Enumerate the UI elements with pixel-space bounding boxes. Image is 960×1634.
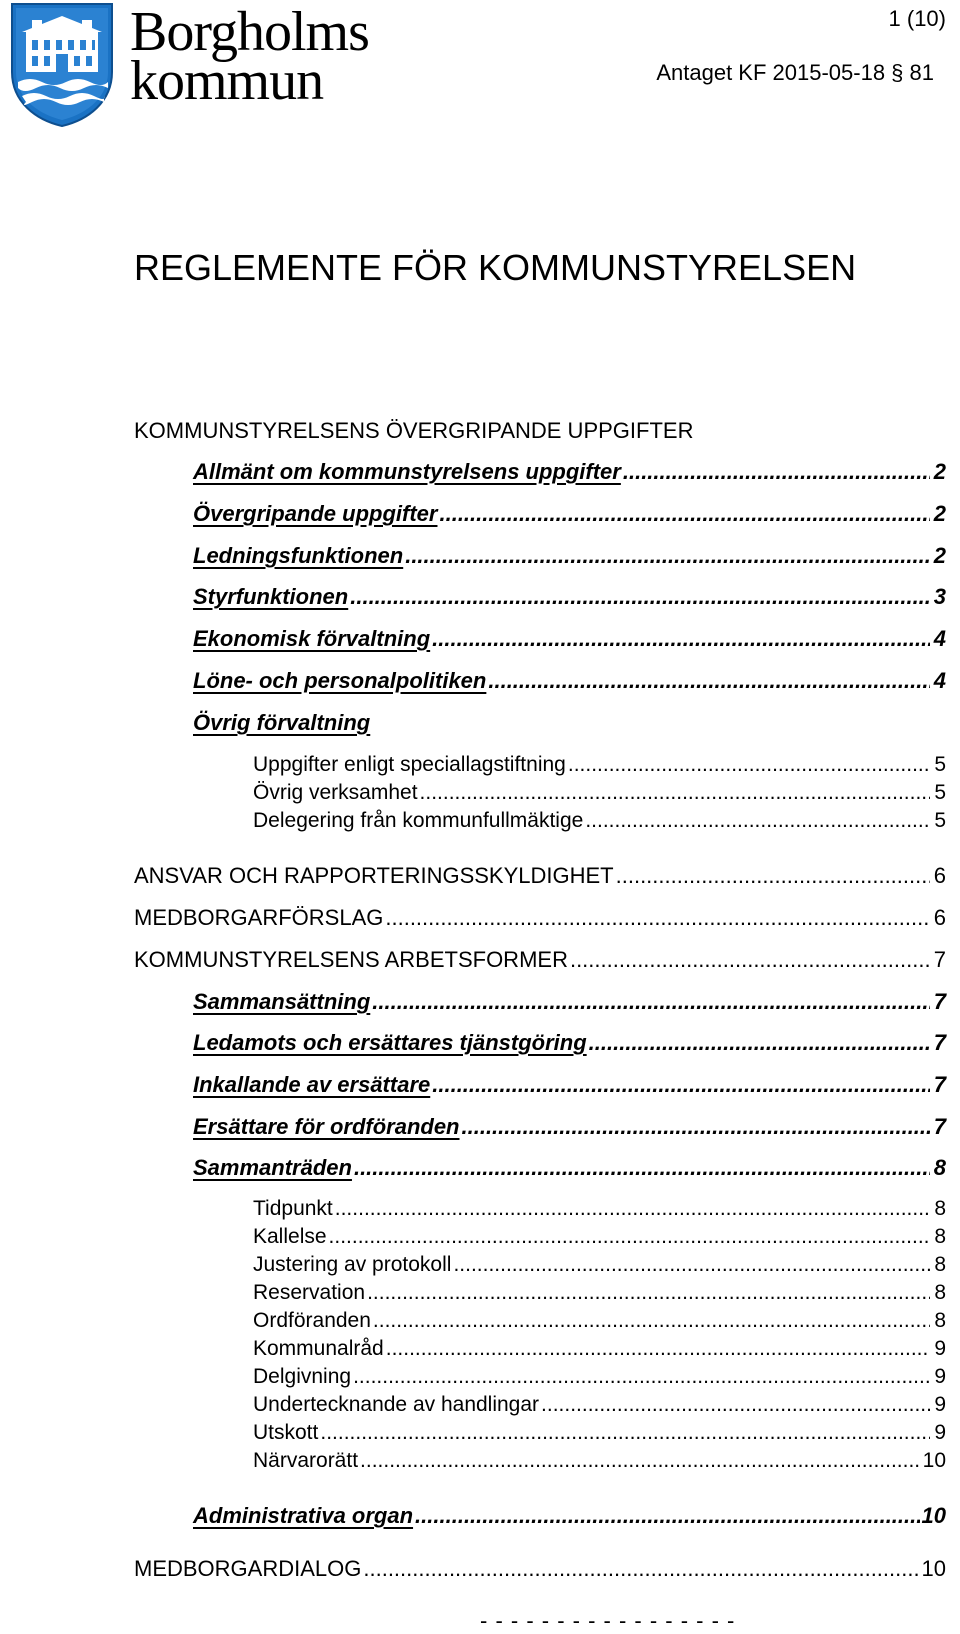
toc-leader	[335, 1197, 930, 1221]
toc-leader	[385, 905, 930, 931]
toc-entry-label: KOMMUNSTYRELSENS ARBETSFORMER	[134, 947, 568, 972]
toc-entry[interactable]	[193, 459, 946, 485]
toc-entry-label: Övrig verksamhet	[253, 781, 418, 804]
toc-entry[interactable]	[253, 1225, 946, 1249]
toc-page-number: 9	[934, 1337, 946, 1360]
toc-section-heading: KOMMUNSTYRELSENS ÖVERGRIPANDE UPPGIFTER	[134, 418, 694, 443]
toc-leader	[589, 1030, 930, 1056]
toc-leader	[405, 543, 930, 569]
toc-leader	[320, 1421, 930, 1445]
toc-entry[interactable]	[134, 863, 946, 889]
toc-entry-label: Delgivning	[253, 1365, 352, 1388]
toc-entry-label: Uppgifter enligt speciallagstiftning	[253, 753, 566, 776]
toc-entry-label: Kallelse	[253, 1225, 327, 1248]
toc-entry-label: Sammansättning	[193, 989, 371, 1014]
toc-entry-label: Löne- och personalpolitiken	[193, 668, 487, 693]
toc-leader	[360, 1449, 921, 1473]
toc-entry[interactable]	[193, 1155, 946, 1181]
toc-entry[interactable]	[253, 1393, 946, 1417]
toc-entry[interactable]	[193, 543, 946, 569]
toc-entry-label: Inkallande av ersättare	[193, 1072, 431, 1097]
toc-page-number: 9	[934, 1421, 946, 1444]
toc-entry[interactable]	[253, 1253, 946, 1277]
toc-entry[interactable]	[253, 1197, 946, 1221]
toc-entry-label: MEDBORGARDIALOG	[134, 1556, 362, 1581]
document-title: REGLEMENTE FÖR KOMMUNSTYRELSEN	[134, 247, 857, 288]
toc-entry[interactable]	[134, 947, 946, 973]
toc-entry-label: Allmänt om kommunstyrelsens uppgifter	[193, 459, 621, 484]
toc-leader	[439, 501, 930, 527]
toc-entry-label: Övergripande uppgifter	[193, 501, 438, 526]
toc-entry-label: Delegering från kommunfullmäktige	[253, 809, 584, 832]
toc-entry[interactable]	[253, 809, 946, 833]
toc-leader	[462, 1114, 931, 1140]
toc-subheading[interactable]: Övrig förvaltning	[193, 710, 371, 735]
toc-page-number: 6	[933, 863, 946, 888]
toc-leader	[372, 989, 930, 1015]
footer-dashes: - - - - - - - - - - - - - - - - -	[480, 1608, 736, 1633]
toc-entry[interactable]	[193, 584, 946, 610]
toc-page-number: 10	[921, 1503, 946, 1528]
toc-leader	[367, 1281, 930, 1305]
toc-entry-label: Ledningsfunktionen	[193, 543, 404, 568]
toc-entry[interactable]	[253, 1449, 946, 1473]
toc-leader	[373, 1309, 930, 1333]
toc-entry-label: Sammanträden	[193, 1155, 352, 1180]
toc-entry-label: Närvarorätt	[253, 1449, 359, 1472]
toc-page-number: 8	[934, 1225, 946, 1248]
toc-leader	[623, 459, 930, 485]
toc-page-number: 3	[933, 584, 946, 609]
toc-entry-label: Reservation	[253, 1281, 366, 1304]
toc-page-number: 7	[933, 947, 946, 972]
toc-entry-label: Justering av protokoll	[253, 1253, 452, 1276]
toc-entry-label: Ledamots och ersättares tjänstgöring	[193, 1030, 587, 1055]
toc-page-number: 8	[934, 1253, 946, 1276]
toc-entry-label: Undertecknande av handlingar	[253, 1393, 540, 1416]
toc-leader	[432, 1072, 930, 1098]
toc-entry[interactable]	[193, 1114, 946, 1140]
toc-entry[interactable]	[193, 1030, 946, 1056]
toc-entry[interactable]	[193, 626, 946, 652]
toc-entry[interactable]	[193, 668, 946, 694]
toc-entry-label: Tidpunkt	[253, 1197, 333, 1220]
toc-page-number: 8	[933, 1155, 946, 1180]
adoption-note: Antaget KF 2015-05-18 § 81	[656, 60, 934, 85]
toc-entry[interactable]	[253, 1281, 946, 1305]
toc-entry-label: Administrativa organ	[193, 1503, 414, 1528]
toc-leader	[570, 947, 930, 973]
toc-leader	[353, 1365, 930, 1389]
toc-page-number: 10	[921, 1556, 946, 1581]
toc-leader	[415, 1503, 919, 1529]
toc-leader	[541, 1393, 930, 1417]
toc-entry[interactable]	[253, 1309, 946, 1333]
toc-entry-label: Styrfunktionen	[193, 584, 349, 609]
toc-entry-label: ANSVAR OCH RAPPORTERINGSSKYLDIGHET	[134, 863, 614, 888]
toc-page-number: 5	[934, 781, 946, 804]
logo-line-2: kommun	[130, 50, 324, 112]
toc-leader	[329, 1225, 930, 1249]
toc-leader	[420, 781, 930, 805]
toc-leader	[488, 668, 930, 694]
toc-leader	[453, 1253, 930, 1277]
toc-entry[interactable]	[134, 905, 946, 931]
toc-page-number: 5	[934, 809, 946, 832]
toc-page-number: 7	[933, 1072, 946, 1097]
page-number: 1 (10)	[888, 6, 946, 31]
logo-line-1: Borgholms	[130, 1, 369, 63]
toc-entry[interactable]	[193, 989, 946, 1015]
toc-page-number: 4	[933, 626, 946, 651]
toc-page-number: 7	[933, 989, 946, 1014]
toc-entry[interactable]	[134, 1556, 946, 1582]
toc-page-number: 7	[933, 1030, 946, 1055]
toc-leader	[354, 1155, 930, 1181]
toc-leader	[432, 626, 930, 652]
toc-leader	[568, 753, 930, 777]
toc-page-number: 2	[933, 543, 946, 568]
toc-entry[interactable]	[253, 1365, 946, 1389]
toc-page-number: 10	[922, 1449, 946, 1472]
toc-entry[interactable]	[253, 1337, 946, 1361]
toc-entry[interactable]	[253, 753, 946, 777]
toc-leader	[350, 584, 930, 610]
toc-entry[interactable]	[193, 501, 946, 527]
toc-page-number: 8	[934, 1281, 946, 1304]
toc-page-number: 7	[933, 1114, 946, 1139]
toc-entry-label: Ordföranden	[253, 1309, 371, 1332]
toc-page-number: 8	[934, 1309, 946, 1332]
toc-leader	[363, 1556, 919, 1582]
toc-entry-label: Utskott	[253, 1421, 319, 1444]
toc-page-number: 4	[933, 668, 946, 693]
toc-page-number: 9	[934, 1365, 946, 1388]
toc-page-number: 2	[933, 501, 946, 526]
toc-entry-label: Ekonomisk förvaltning	[193, 626, 431, 651]
toc-entry[interactable]	[193, 1503, 946, 1529]
toc-page-number: 2	[933, 459, 946, 484]
toc-entry-label: Kommunalråd	[253, 1337, 384, 1360]
toc-page-number: 6	[933, 905, 946, 930]
toc-entry[interactable]	[253, 781, 946, 805]
toc-page-number: 5	[934, 753, 946, 776]
toc-leader	[616, 863, 930, 889]
toc-page-number: 9	[934, 1393, 946, 1416]
toc-leader	[585, 809, 930, 833]
toc-entry[interactable]	[193, 1072, 946, 1098]
toc-entry-label: Ersättare för ordföranden	[193, 1114, 460, 1139]
toc-page-number: 8	[934, 1197, 946, 1220]
toc-entry[interactable]	[253, 1421, 946, 1445]
toc-entry-label: MEDBORGARFÖRSLAG	[134, 905, 384, 930]
toc-leader	[386, 1337, 930, 1361]
